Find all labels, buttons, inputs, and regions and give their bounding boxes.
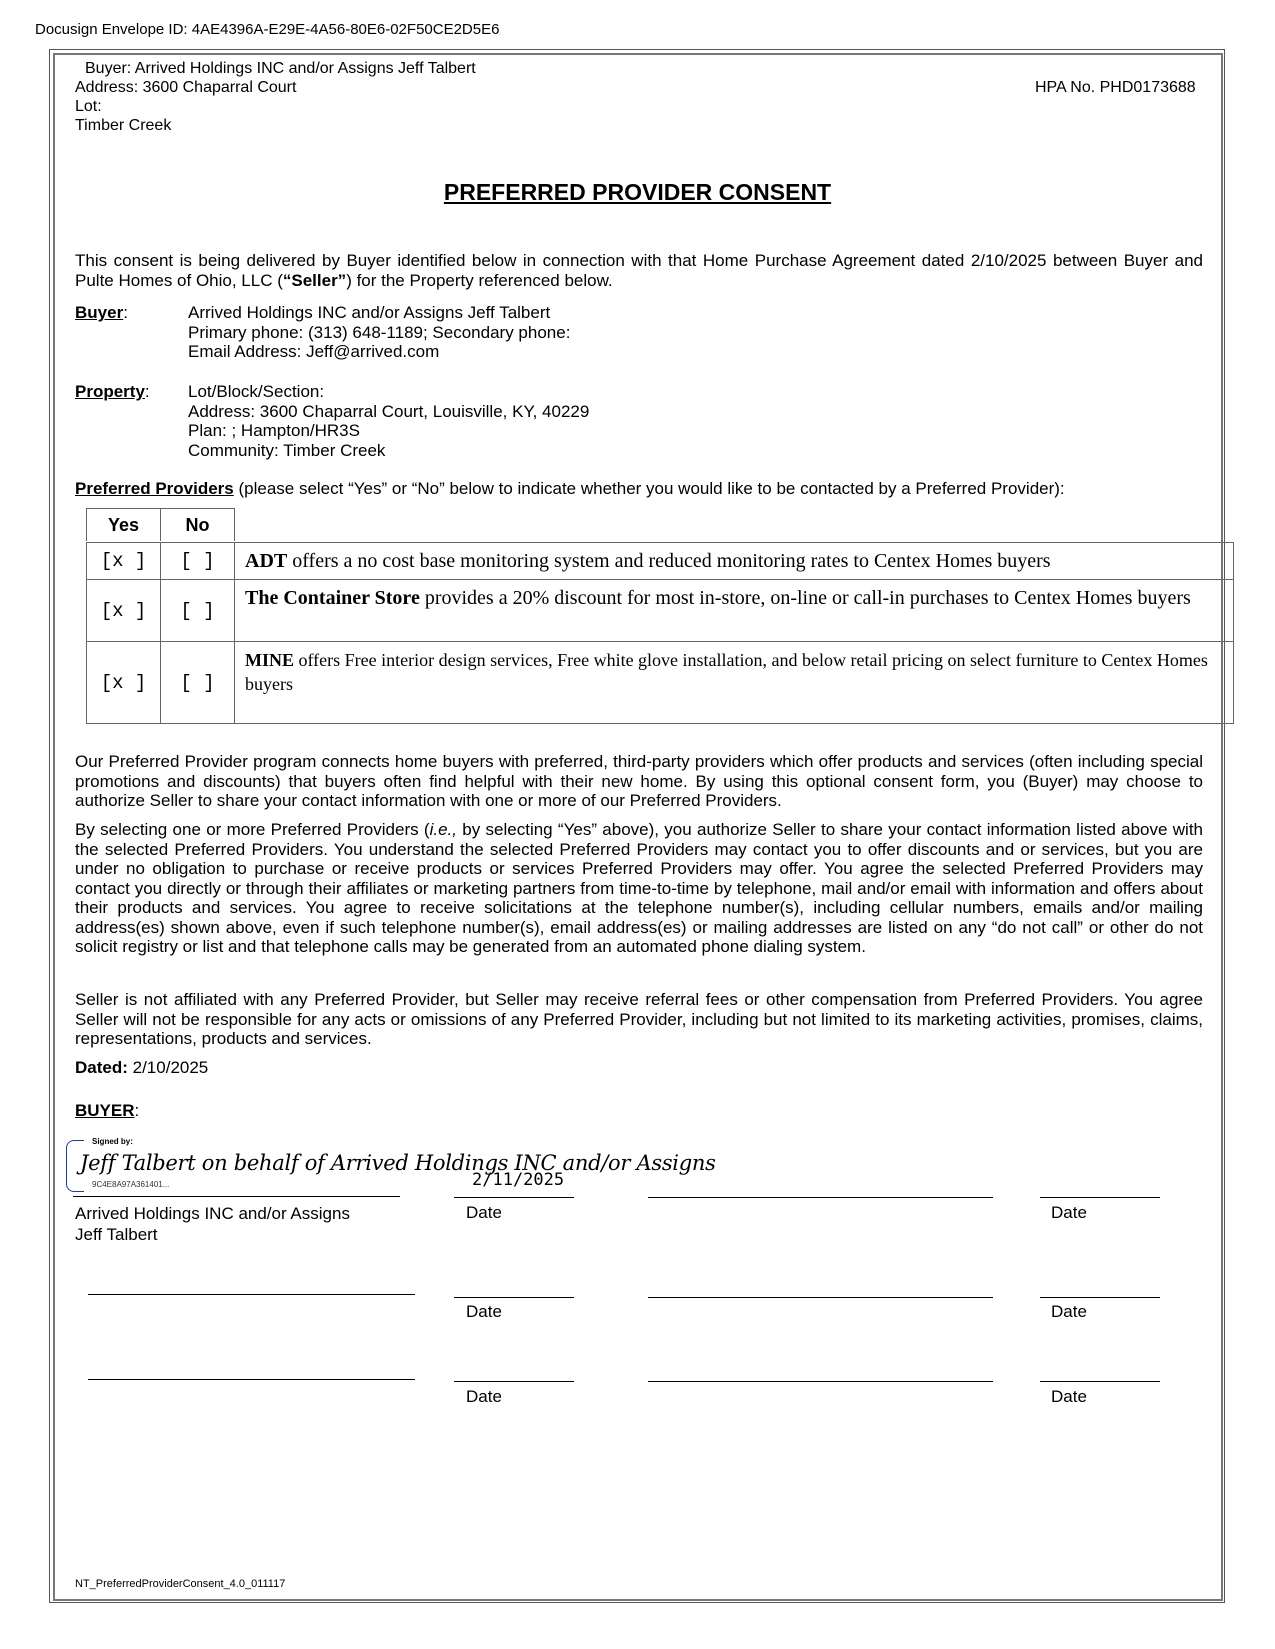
- signature-date: 2/11/2025: [472, 1170, 565, 1190]
- signature-line: [88, 1379, 415, 1380]
- table-row: [87, 580, 1234, 642]
- date-line: [1040, 1381, 1160, 1382]
- signature-hash: 9C4E8A97A361401...: [92, 1180, 170, 1189]
- property-community: Community: Timber Creek: [188, 440, 386, 460]
- header-lot: Lot:: [75, 98, 102, 115]
- no-checkbox[interactable]: [ ]: [161, 580, 235, 642]
- no-header: No: [160, 508, 235, 541]
- intro-paragraph: [75, 251, 1203, 290]
- authorization-paragraph: By selecting one or more Preferred Providers (i.e., by selecting “Yes” above), you authorize Seller to share your contact information listed above with the selected Preferred Providers. You understand the selected Preferred Providers may contact you to offer discounts and or services, but you are under no obligation to purchase or receive products or services Preferred Providers may offer. You agree the selected Preferred Providers may contact you directly or through their affiliates or marketing partners from time-to-time by telephone, mail and/or email with information and offers about their products and services. You agree to receive solicitations at the telephone number(s), including cellular numbers, emails and/or mailing address(es) shown above, even if such telephone number(s), email address(es) or mailing addresses are listed on any “do not call” or other do not solicit registry or list and that telephone calls may be generated from an automated phone dialing system.: [75, 820, 1203, 956]
- dated-line: Dated: 2/10/2025: [75, 1058, 209, 1077]
- buyer-label: Buyer:: [75, 303, 128, 322]
- signer-name: Arrived Holdings INC and/or Assigns Jeff Talbert: [75, 1204, 350, 1244]
- date-label: Date: [1051, 1203, 1087, 1222]
- intro-text-1: This consent is being delivered by Buyer identified below in connection with that Home Purchase Agreement dated 2/10/2025 between Buyer and Pulte Homes of Ohio, LLC (: [75, 251, 1203, 290]
- date-line: [454, 1381, 574, 1382]
- affiliation-paragraph: Seller is not affiliated with any Preferred Provider, but Seller may receive referral fees or other compensation from Preferred Providers. You agree Seller will not be responsible for any acts or omissions of any Preferred Provider, including but not limited to its marketing activities, promises, claims, representations, products and services.: [75, 990, 1203, 1048]
- providers-heading: Preferred Providers (please select “Yes” or “No” below to indicate whether you would like to be contacted by a Preferred Provider):: [75, 479, 1065, 498]
- providers-table: [86, 542, 1234, 724]
- date-line: [1040, 1297, 1160, 1298]
- header-community: Timber Creek: [75, 117, 172, 134]
- no-checkbox[interactable]: [ ]: [161, 543, 235, 580]
- envelope-id: Docusign Envelope ID: 4AE4396A-E29E-4A56-80E6-02F50CE2D5E6: [35, 21, 500, 38]
- signature-line: [73, 1196, 400, 1197]
- table-row: [87, 543, 1234, 580]
- provider-description: MINE offers Free interior design services, Free white glove installation, and below retail pricing on select furniture to Centex Homes buyers: [235, 642, 1234, 724]
- form-footer-id: NT_PreferredProviderConsent_4.0_011117: [75, 1578, 286, 1590]
- buyer-email: Email Address: Jeff@arrived.com: [188, 342, 440, 361]
- seller-term: “Seller”: [282, 270, 347, 290]
- property-plan: Plan: ; Hampton/HR3S: [188, 421, 360, 440]
- buyer-name: Arrived Holdings INC and/or Assigns Jeff Talbert: [188, 303, 551, 322]
- property-lot: Lot/Block/Section:: [188, 382, 325, 401]
- date-line: [1040, 1197, 1160, 1198]
- signature-line: [88, 1294, 415, 1295]
- provider-description: ADT offers a no cost base monitoring system and reduced monitoring rates to Centex Homes buyers: [235, 543, 1234, 580]
- date-label: Date: [1051, 1302, 1087, 1321]
- signature-line: [648, 1197, 993, 1198]
- yes-checkbox[interactable]: [x ]: [87, 543, 161, 580]
- date-label: Date: [466, 1387, 502, 1406]
- intro-text-2: ) for the Property referenced below.: [346, 270, 613, 290]
- page-title: PREFERRED PROVIDER CONSENT: [443, 179, 832, 205]
- property-label: Property:: [75, 382, 150, 401]
- property-address: Address: 3600 Chaparral Court, Louisville, KY, 40229: [188, 401, 590, 421]
- yes-checkbox[interactable]: [x ]: [87, 580, 161, 642]
- buyer-details: [188, 303, 570, 362]
- buyer-phones: Primary phone: (313) 648-1189; Secondary phone:: [188, 322, 571, 342]
- signature-line: [648, 1381, 993, 1382]
- date-label: Date: [466, 1302, 502, 1321]
- date-line: [454, 1297, 574, 1298]
- date-label: Date: [466, 1203, 502, 1222]
- header-address: Address: 3600 Chaparral Court: [75, 79, 297, 96]
- table-row: [87, 642, 1234, 724]
- yes-checkbox[interactable]: [x ]: [87, 642, 161, 724]
- hpa-number: HPA No. PHD0173688: [1035, 79, 1196, 96]
- date-line: [454, 1197, 574, 1198]
- signature-script: Jeff Talbert on behalf of Arrived Holdings INC and/or Assigns: [80, 1151, 716, 1175]
- signed-by-label: Signed by:: [92, 1137, 133, 1146]
- provider-description: The Container Store provides a 20% discount for most in-store, on-line or call-in purchases to Centex Homes buyers: [235, 580, 1234, 642]
- no-checkbox[interactable]: [ ]: [161, 642, 235, 724]
- property-details: [188, 382, 589, 460]
- yes-header: Yes: [86, 508, 161, 541]
- buyer-heading: BUYER:: [75, 1101, 140, 1120]
- date-label: Date: [1051, 1387, 1087, 1406]
- program-paragraph: Our Preferred Provider program connects home buyers with preferred, third-party providers which offer products and services (often including special promotions and discounts) that buyers often find helpful with their new home. By using this optional consent form, you (Buyer) may choose to authorize Seller to share your contact information with one or more of our Preferred Providers.: [75, 752, 1203, 810]
- signature-line: [648, 1297, 993, 1298]
- header-buyer: Buyer: Arrived Holdings INC and/or Assigns Jeff Talbert: [85, 60, 476, 77]
